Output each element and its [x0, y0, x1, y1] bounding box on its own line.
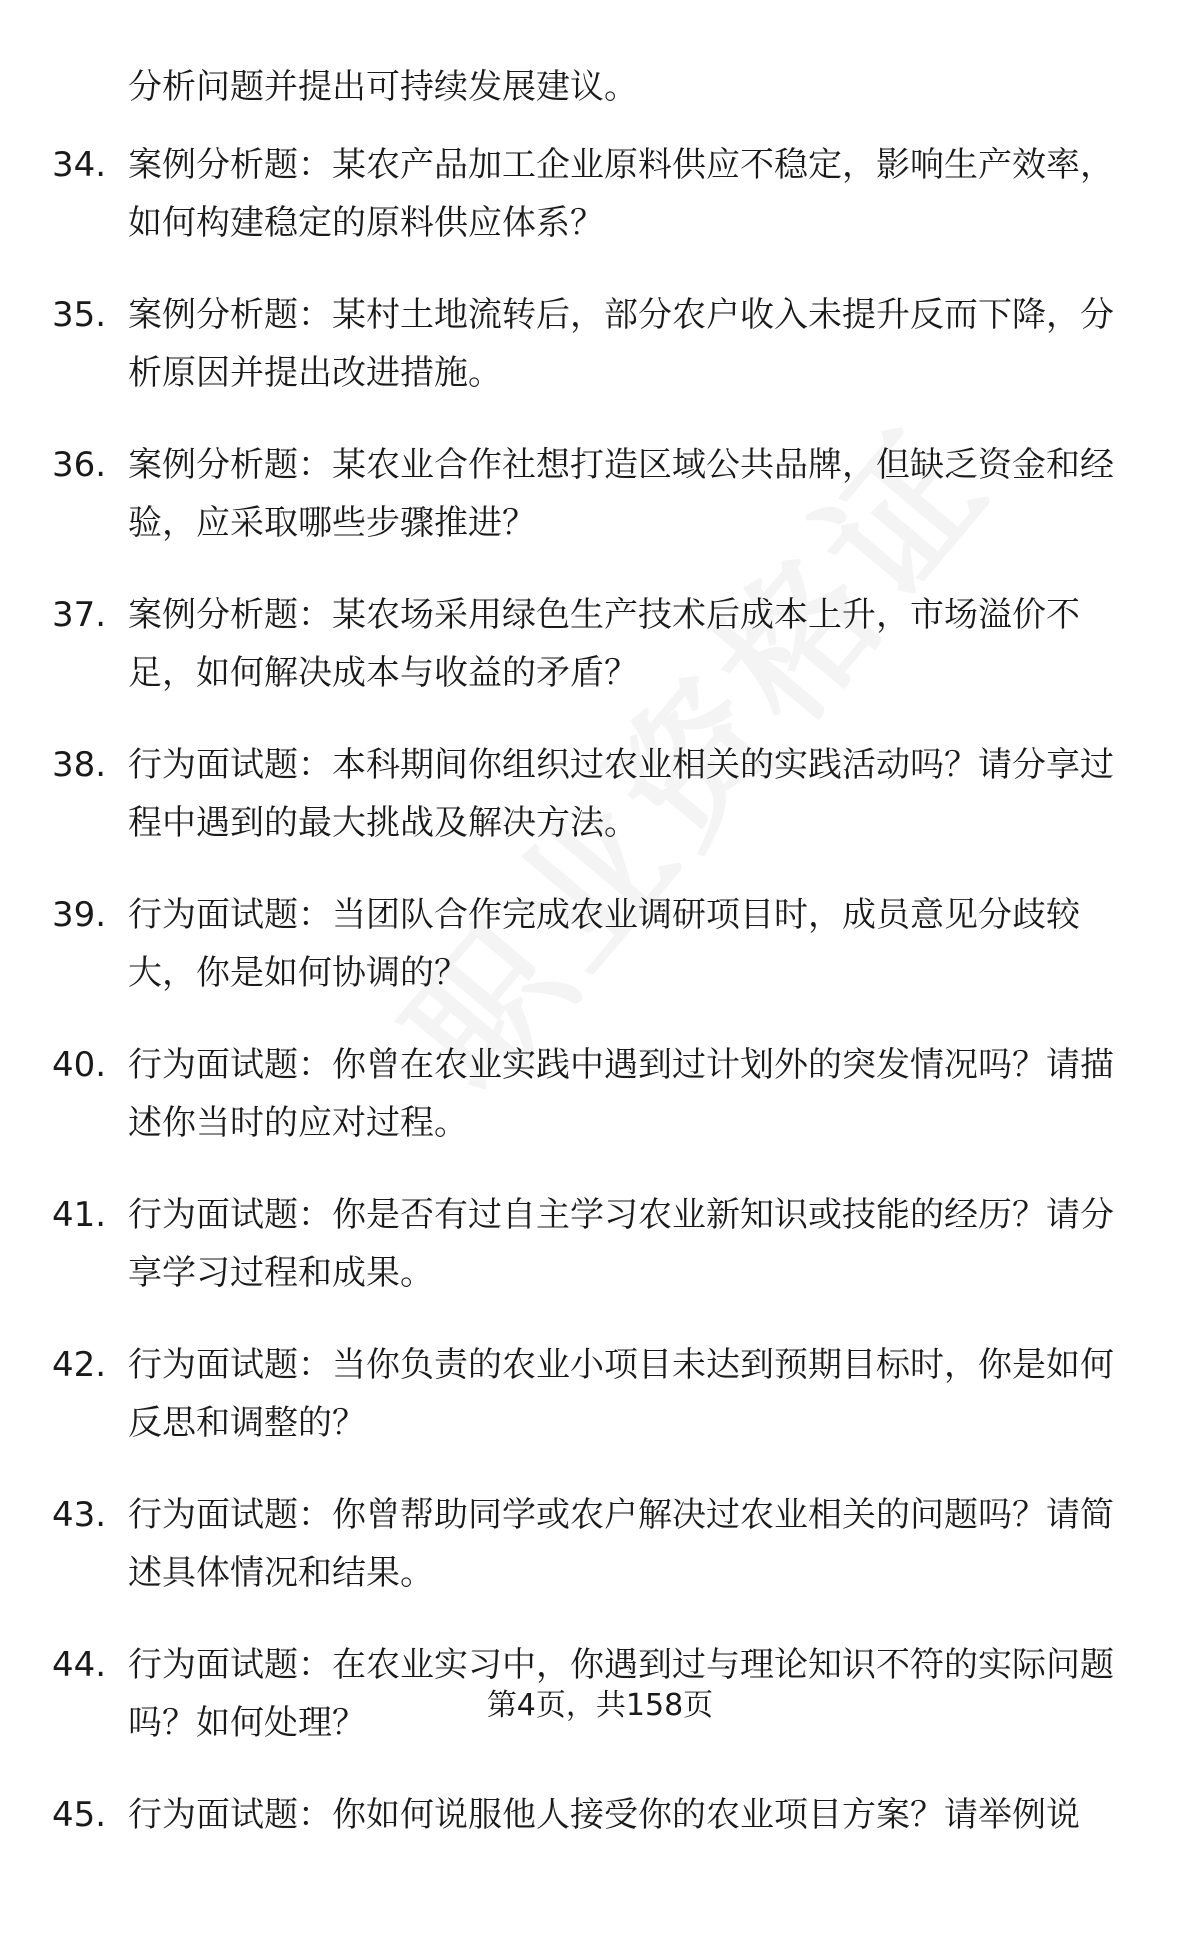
list-item: [0, 1786, 1200, 1936]
item-number: 34.: [52, 145, 107, 185]
list-item: [0, 136, 1200, 286]
item-text: 行为面试题：你如何说服他人接受你的农业项目方案？请举例说: [128, 1795, 1080, 1835]
item-text: 案例分析题：某农场采用绿色生产技术后成本上升，市场溢价不足，如何解决成本与收益的矛盾？: [128, 595, 1080, 693]
item-text: 案例分析题：某农产品加工企业原料供应不稳定，影响生产效率，如何构建稳定的原料供应体系？: [128, 145, 1114, 243]
item-text: 案例分析题：某村土地流转后，部分农户收入未提升反而下降，分析原因并提出改进措施。: [128, 295, 1114, 393]
item-text: 行为面试题：当团队合作完成农业调研项目时，成员意见分歧较大，你是如何协调的？: [128, 895, 1080, 993]
item-number: 41.: [52, 1195, 107, 1235]
list-item: [0, 586, 1200, 736]
item-text: 行为面试题：本科期间你组织过农业相关的实践活动吗？请分享过程中遇到的最大挑战及解决方法。: [128, 745, 1114, 843]
item-text: 行为面试题：你曾帮助同学或农户解决过农业相关的问题吗？请简述具体情况和结果。: [128, 1495, 1114, 1593]
item-number: 45.: [52, 1795, 107, 1835]
question-list: [0, 136, 1200, 1936]
item-text: 行为面试题：你是否有过自主学习农业新知识或技能的经历？请分享学习过程和成果。: [128, 1195, 1114, 1293]
item-number: 37.: [52, 595, 107, 635]
item-text: 行为面试题：你曾在农业实践中遇到过计划外的突发情况吗？请描述你当时的应对过程。: [128, 1045, 1114, 1143]
item-number: 42.: [52, 1345, 107, 1385]
list-item: [0, 1036, 1200, 1186]
continuation-text: 分析问题并提出可持续发展建议。: [128, 67, 638, 107]
item-number: 35.: [52, 295, 107, 335]
list-item: [0, 436, 1200, 586]
list-item: [0, 286, 1200, 436]
page-footer: 第4页，共158页: [486, 1688, 714, 1723]
item-number: 40.: [52, 1045, 107, 1085]
item-text: 案例分析题：某农业合作社想打造区域公共品牌，但缺乏资金和经验，应采取哪些步骤推进？: [128, 445, 1114, 543]
item-number: 43.: [52, 1495, 107, 1535]
list-item: [0, 1336, 1200, 1486]
list-item: [0, 886, 1200, 1036]
item-number: 39.: [52, 895, 107, 935]
item-number: 36.: [52, 445, 107, 485]
item-text: 行为面试题：当你负责的农业小项目未达到预期目标时，你是如何反思和调整的？: [128, 1345, 1114, 1443]
item-text: 行为面试题：在农业实习中，你遇到过与理论知识不符的实际问题吗？如何处理？: [128, 1645, 1114, 1743]
list-item: [0, 1486, 1200, 1636]
list-item: [0, 1186, 1200, 1336]
item-number: 44.: [52, 1645, 107, 1685]
list-item: [0, 736, 1200, 886]
item-number: 38.: [52, 745, 107, 785]
